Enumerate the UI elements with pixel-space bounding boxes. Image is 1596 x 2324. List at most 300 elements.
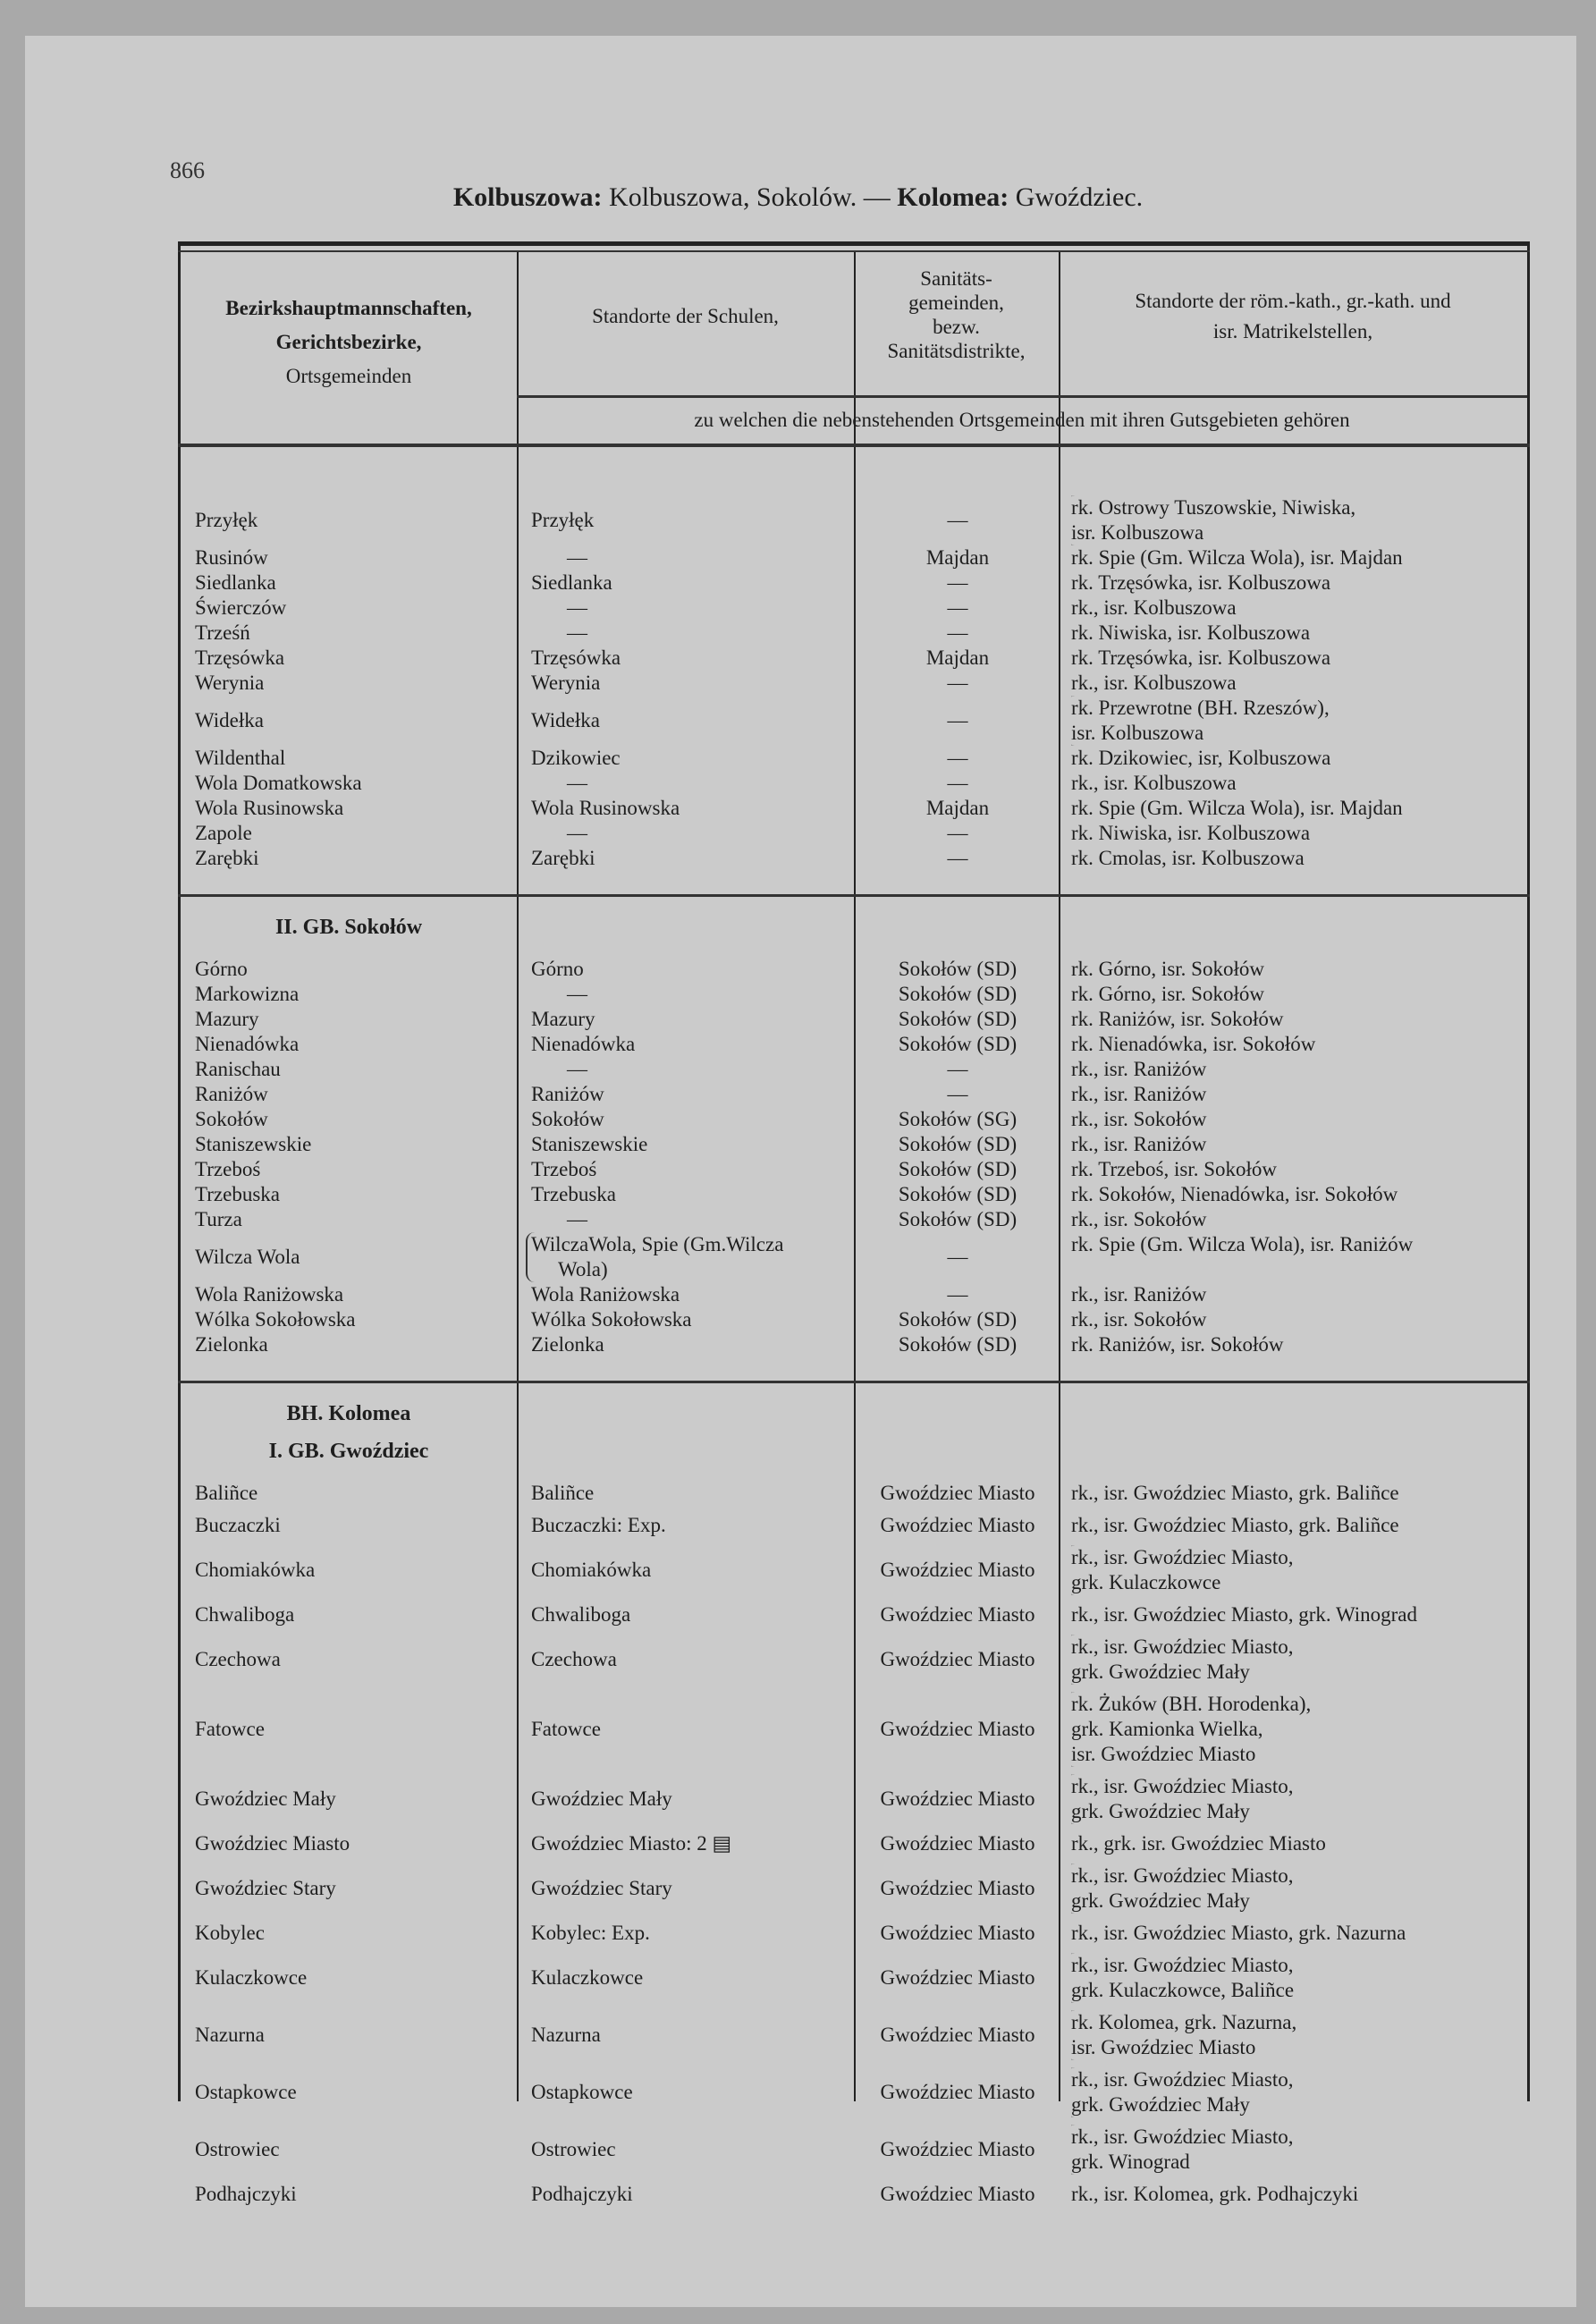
sanitary-district: Sokołów (SD) xyxy=(898,958,1018,980)
school-location xyxy=(531,621,862,646)
municipality-name: Wólka Sokołowska xyxy=(195,1308,356,1331)
register-office xyxy=(1071,621,1525,646)
school-location xyxy=(531,646,862,671)
sanitary-district: Gwoździec Miasto xyxy=(880,1648,1035,1670)
register-line: rk. Nienadówka, isr. Sokołów xyxy=(1071,1033,1316,1055)
table-row xyxy=(181,1481,1527,1506)
register-line: grk. Gwoździec Mały xyxy=(1071,2093,1250,2116)
register-line: rk., isr. Gwoździec Miasto, grk. Baliñce xyxy=(1071,1482,1399,1504)
municipality-name: Widełka xyxy=(195,709,264,731)
header-col3 xyxy=(854,266,1059,363)
header-col3-line: gemeinden, xyxy=(908,292,1004,314)
table-row xyxy=(181,1513,1527,1538)
register-office xyxy=(1071,1953,1525,2003)
register-lines xyxy=(1071,821,1525,846)
table-row xyxy=(181,1953,1527,2003)
register-office xyxy=(1071,1332,1525,1357)
section-heading: II. GB. Sokołów xyxy=(274,916,423,939)
municipality-name: Górno xyxy=(195,958,248,980)
school-location xyxy=(531,982,862,1007)
sanitary-district: Sokołów (SD) xyxy=(898,1333,1018,1356)
school-location xyxy=(531,957,862,982)
header-col3-line: bezw. xyxy=(933,316,980,338)
register-office xyxy=(1071,821,1525,846)
school-line: Górno xyxy=(531,958,584,980)
table-row xyxy=(181,1107,1527,1132)
register-line: rk., isr. Raniżów xyxy=(1071,1058,1207,1080)
municipality-name: Wola Raniżowska xyxy=(195,1283,344,1306)
register-line: rk., isr. Raniżów xyxy=(1071,1083,1207,1105)
register-office xyxy=(1071,1157,1525,1182)
school-line: — xyxy=(567,1058,587,1080)
register-office xyxy=(1071,2010,1525,2060)
register-line: rk., grk. isr. Gwoździec Miasto xyxy=(1071,1832,1326,1855)
school-lines xyxy=(531,1207,587,1232)
register-lines xyxy=(1071,1007,1525,1032)
register-lines xyxy=(1071,796,1525,821)
municipality-name: Zarębki xyxy=(195,847,259,869)
school-line: Siedlanka xyxy=(531,571,612,594)
sanitary-district: Gwoździec Miasto xyxy=(880,1559,1035,1581)
register-lines xyxy=(1071,2010,1525,2060)
school-location xyxy=(531,1232,862,1282)
school-line: Gwoździec Mały xyxy=(531,1787,672,1810)
sanitary-district: — xyxy=(947,596,968,619)
school-lines xyxy=(531,982,587,1007)
sanitary-district: Gwoździec Miasto xyxy=(880,1966,1035,1989)
school-location xyxy=(531,2010,862,2060)
school-location xyxy=(531,821,862,846)
register-line: rk. Dzikowiec, isr, Kolbuszowa xyxy=(1071,747,1331,769)
sanitary-district: Majdan xyxy=(925,797,990,819)
municipality-name: Nazurna xyxy=(195,2024,265,2046)
school-lines xyxy=(531,796,680,821)
school-location xyxy=(531,2125,862,2175)
school-lines xyxy=(531,1513,666,1538)
sanitary-district: Gwoździec Miasto xyxy=(880,1832,1035,1855)
register-line: rk., isr. Gwoździec Miasto, xyxy=(1071,1954,1294,1976)
register-office xyxy=(1071,596,1525,621)
table-row xyxy=(181,1032,1527,1057)
school-lines xyxy=(531,1182,616,1207)
register-lines xyxy=(1071,1207,1525,1232)
table-row xyxy=(181,570,1527,596)
table-row xyxy=(181,1307,1527,1332)
school-lines xyxy=(531,957,584,982)
school-line: Widełka xyxy=(531,709,600,731)
subheader: zu welchen die nebenstehenden Ortsgemeinden mit ihren Gutsgebieten gehören xyxy=(694,409,1350,431)
sanitary-district: Sokołów (SD) xyxy=(898,983,1018,1005)
table-row xyxy=(181,1207,1527,1232)
register-line: rk. Spie (Gm. Wilcza Wola), isr. Majdan xyxy=(1071,546,1403,569)
school-lines xyxy=(531,2023,601,2048)
sanitary-district: Gwoździec Miasto xyxy=(880,1787,1035,1810)
register-lines xyxy=(1071,1921,1525,1946)
municipality-name: Werynia xyxy=(195,672,265,694)
school-line: — xyxy=(567,596,587,619)
school-location xyxy=(531,1082,862,1107)
school-location xyxy=(531,495,862,545)
sanitary-district: Gwoździec Miasto xyxy=(880,1922,1035,1944)
sanitary-district: Gwoździec Miasto xyxy=(880,1718,1035,1740)
register-line: rk., isr. Raniżów xyxy=(1071,1283,1207,1306)
table-row xyxy=(181,1635,1527,1685)
register-line: rk., isr. Kolbuszowa xyxy=(1071,672,1237,694)
school-line: Nazurna xyxy=(531,2024,601,2046)
register-line: isr. Gwoździec Miasto xyxy=(1071,2036,1256,2058)
register-lines xyxy=(1071,1057,1525,1082)
register-lines xyxy=(1071,671,1525,696)
register-lines xyxy=(1071,1307,1525,1332)
school-line: Trzęsówka xyxy=(531,646,621,669)
school-lines xyxy=(531,771,587,796)
table-row xyxy=(181,1692,1527,1767)
register-office xyxy=(1071,696,1525,746)
school-location xyxy=(531,1831,862,1856)
register-lines xyxy=(1071,1032,1525,1057)
register-lines xyxy=(1071,1863,1525,1914)
school-location xyxy=(531,2182,862,2207)
school-lines xyxy=(531,821,587,846)
school-lines xyxy=(531,1965,643,1990)
register-lines xyxy=(1071,495,1525,545)
register-line: rk., isr. Kolbuszowa xyxy=(1071,772,1237,794)
table-row xyxy=(181,646,1527,671)
municipality-name: Raniżów xyxy=(195,1083,268,1105)
register-lines xyxy=(1071,1182,1525,1207)
register-lines xyxy=(1071,570,1525,596)
header-col1-line: Gerichtsbezirke, xyxy=(275,331,422,353)
register-lines xyxy=(1071,2182,1525,2207)
register-line: rk., isr. Gwoździec Miasto, grk. Nazurna xyxy=(1071,1922,1406,1944)
sanitary-district: Sokołów (SG) xyxy=(898,1108,1018,1130)
school-location xyxy=(531,1282,862,1307)
register-line: grk. Gwoździec Mały xyxy=(1071,1800,1250,1822)
school-line: Baliñce xyxy=(531,1482,595,1504)
municipality-name: Wola Rusinowska xyxy=(195,797,344,819)
register-office xyxy=(1071,646,1525,671)
school-location xyxy=(531,1863,862,1914)
register-line: rk. Spie (Gm. Wilcza Wola), isr. Majdan xyxy=(1071,797,1403,819)
sanitary-district: — xyxy=(947,1083,968,1105)
register-line: rk., isr. Raniżów xyxy=(1071,1133,1207,1155)
sanitary-district: Sokołów (SD) xyxy=(898,1033,1018,1055)
register-lines xyxy=(1071,1602,1525,1627)
school-location xyxy=(531,1692,862,1767)
title-district-2: Kolomea: xyxy=(897,182,1009,212)
register-office xyxy=(1071,1481,1525,1506)
register-office xyxy=(1071,1513,1525,1538)
school-lines xyxy=(531,1921,650,1946)
sanitary-district: Gwoździec Miasto xyxy=(880,2081,1035,2103)
header-col4-line: isr. Matrikelstellen, xyxy=(1212,320,1373,342)
register-office xyxy=(1071,1545,1525,1595)
school-lines xyxy=(531,2080,633,2105)
register-office xyxy=(1071,1132,1525,1157)
register-line: grk. Winograd xyxy=(1071,2151,1190,2173)
table-row xyxy=(181,957,1527,982)
register-line: rk. Przewrotne (BH. Rzeszów), xyxy=(1071,697,1330,719)
register-line: grk. Kulaczkowce, Baliñce xyxy=(1071,1979,1295,2001)
school-line: Chomiakówka xyxy=(531,1559,652,1581)
subheader-rule xyxy=(517,395,1527,398)
register-lines xyxy=(1071,696,1525,746)
school-lines xyxy=(531,570,612,596)
table-row xyxy=(181,1132,1527,1157)
school-lines xyxy=(531,1032,635,1057)
table-row xyxy=(181,2125,1527,2175)
register-lines xyxy=(1071,982,1525,1007)
municipality-name: Wola Domatkowska xyxy=(195,772,362,794)
school-location xyxy=(531,1921,862,1946)
table-row xyxy=(181,1602,1527,1627)
register-lines xyxy=(1071,1132,1525,1157)
school-lines xyxy=(531,1876,672,1901)
municipality-name: Baliñce xyxy=(195,1482,258,1504)
table-row xyxy=(181,696,1527,746)
table-row xyxy=(181,1082,1527,1107)
register-line: isr. Kolbuszowa xyxy=(1071,521,1204,544)
register-lines xyxy=(1071,2125,1525,2175)
table-row xyxy=(181,796,1527,821)
school-location xyxy=(531,1007,862,1032)
register-lines xyxy=(1071,1082,1525,1107)
register-office xyxy=(1071,495,1525,545)
sanitary-district: — xyxy=(947,1246,968,1268)
school-lines xyxy=(531,545,587,570)
school-location xyxy=(531,1635,862,1685)
register-line: rk. Niwiska, isr. Kolbuszowa xyxy=(1071,621,1311,644)
table-row xyxy=(181,1332,1527,1357)
register-office xyxy=(1071,1007,1525,1032)
table-row xyxy=(181,2182,1527,2207)
school-lines xyxy=(531,1082,604,1107)
school-location xyxy=(531,545,862,570)
register-line: rk. Górno, isr. Sokołów xyxy=(1071,958,1264,980)
register-line: rk. Ostrowy Tuszowskie, Niwiska, xyxy=(1071,496,1356,519)
register-line: rk., isr. Gwoździec Miasto, xyxy=(1071,1635,1294,1658)
sanitary-district: — xyxy=(947,672,968,694)
register-office xyxy=(1071,1921,1525,1946)
register-office xyxy=(1071,1692,1525,1767)
register-lines xyxy=(1071,1635,1525,1685)
register-office xyxy=(1071,1602,1525,1627)
register-lines xyxy=(1071,1953,1525,2003)
section-rule xyxy=(178,894,1530,897)
municipality-name: Rusinów xyxy=(195,546,268,569)
register-office xyxy=(1071,545,1525,570)
register-line: rk. Raniżów, isr. Sokołów xyxy=(1071,1333,1284,1356)
school-lines xyxy=(526,1232,783,1282)
page-number: 866 xyxy=(170,157,205,183)
school-lines xyxy=(531,2182,633,2207)
register-line: rk. Cmolas, isr. Kolbuszowa xyxy=(1071,847,1305,869)
municipality-name: Staniszewskie xyxy=(195,1133,312,1155)
school-lines xyxy=(531,1481,594,1506)
register-line: rk., isr. Sokołów xyxy=(1071,1308,1207,1331)
school-location xyxy=(531,1545,862,1595)
header-col1-line: Ortsgemeinden xyxy=(285,365,412,387)
table-row xyxy=(181,621,1527,646)
register-line: rk. Trzęsówka, isr. Kolbuszowa xyxy=(1071,571,1331,594)
register-lines xyxy=(1071,621,1525,646)
school-line: — xyxy=(567,822,587,844)
municipality-name: Sokołów xyxy=(195,1108,268,1130)
header-col1 xyxy=(181,292,517,393)
register-office xyxy=(1071,1863,1525,1914)
register-line: rk., isr. Gwoździec Miasto, xyxy=(1071,1775,1294,1797)
register-office xyxy=(1071,1057,1525,1082)
register-lines xyxy=(1071,1232,1525,1257)
table-row xyxy=(181,545,1527,570)
school-line: Staniszewskie xyxy=(531,1133,648,1155)
school-location xyxy=(531,671,862,696)
register-line: rk. Sokołów, Nienadówka, isr. Sokołów xyxy=(1071,1183,1398,1205)
header-col3-line: Sanitäts- xyxy=(920,267,992,290)
municipality-name: Buczaczki xyxy=(195,1514,281,1536)
register-line: rk. Górno, isr. Sokołów xyxy=(1071,983,1264,1005)
header-col1-line: Bezirkshauptmannschaften, xyxy=(225,297,472,319)
register-table xyxy=(178,241,1530,2205)
school-location xyxy=(531,796,862,821)
municipality-name: Chomiakówka xyxy=(195,1559,316,1581)
register-line: isr. Gwoździec Miasto xyxy=(1071,1743,1256,1765)
sanitary-district: Gwoździec Miasto xyxy=(880,2138,1035,2160)
register-office xyxy=(1071,570,1525,596)
school-line: — xyxy=(567,772,587,794)
school-lines xyxy=(531,2137,616,2162)
school-location xyxy=(531,2067,862,2117)
school-location xyxy=(531,1332,862,1357)
school-line: Ostrowiec xyxy=(531,2138,616,2160)
table-row xyxy=(181,2067,1527,2117)
sanitary-district: Majdan xyxy=(925,546,990,569)
sanitary-district: — xyxy=(947,509,968,531)
table-row xyxy=(181,1831,1527,1856)
register-office xyxy=(1071,1635,1525,1685)
sanitary-district: — xyxy=(947,747,968,769)
table-row xyxy=(181,495,1527,545)
register-lines xyxy=(1071,846,1525,871)
school-location xyxy=(531,1513,862,1538)
table-row xyxy=(181,1157,1527,1182)
municipality-name: Turza xyxy=(195,1208,242,1230)
school-lines xyxy=(531,1107,604,1132)
register-office xyxy=(1071,1307,1525,1332)
municipality-name: Trzebuska xyxy=(195,1183,280,1205)
section-heading: I. GB. Gwoździec xyxy=(268,1440,429,1463)
school-lines xyxy=(531,1717,601,1742)
table-row xyxy=(181,821,1527,846)
register-lines xyxy=(1071,771,1525,796)
table-row xyxy=(181,1232,1527,1282)
table-row xyxy=(181,1545,1527,1595)
register-line: rk., isr. Gwoździec Miasto, grk. Winograd xyxy=(1071,1603,1418,1626)
school-line: Wola) xyxy=(558,1258,608,1280)
title-district-1: Kolbuszowa: xyxy=(452,182,603,212)
sanitary-district: Sokołów (SD) xyxy=(898,1133,1018,1155)
register-line: rk., isr. Sokołów xyxy=(1071,1108,1207,1130)
register-office xyxy=(1071,1282,1525,1307)
school-location xyxy=(531,1157,862,1182)
register-office xyxy=(1071,671,1525,696)
register-office xyxy=(1071,846,1525,871)
register-office xyxy=(1071,982,1525,1007)
school-line: Wólka Sokołowska xyxy=(531,1308,692,1331)
municipality-name: Zielonka xyxy=(195,1333,268,1356)
header-col2: Standorte der Schulen, xyxy=(592,305,779,327)
municipality-name: Trzeboś xyxy=(195,1158,261,1180)
school-lines xyxy=(531,621,587,646)
table-row xyxy=(181,596,1527,621)
register-lines xyxy=(1071,1157,1525,1182)
sanitary-district: Majdan xyxy=(925,646,990,669)
header-col4 xyxy=(1059,286,1527,347)
school-location xyxy=(531,1132,862,1157)
register-lines xyxy=(1071,596,1525,621)
school-line: Przyłęk xyxy=(531,509,595,531)
school-location xyxy=(531,1107,862,1132)
municipality-name: Markowizna xyxy=(195,983,300,1005)
school-lines xyxy=(531,1558,651,1583)
sanitary-district: Sokołów (SD) xyxy=(898,1208,1018,1230)
school-line: Trzeboś xyxy=(531,1158,597,1180)
municipality-name: Siedlanka xyxy=(195,571,276,594)
municipality-name: Ostrowiec xyxy=(195,2138,280,2160)
register-office xyxy=(1071,1082,1525,1107)
table-row xyxy=(181,1057,1527,1082)
school-line: Sokołów xyxy=(531,1108,604,1130)
header-col4-line: Standorte der röm.-kath., gr.-kath. und xyxy=(1135,290,1451,312)
municipality-name: Fatowce xyxy=(195,1718,265,1740)
municipality-name: Chwaliboga xyxy=(195,1603,295,1626)
municipality-name: Trześń xyxy=(195,621,250,644)
section-rule xyxy=(178,1381,1530,1383)
school-line: Nienadówka xyxy=(531,1033,636,1055)
register-line: grk. Gwoździec Mały xyxy=(1071,1661,1250,1683)
school-line: — xyxy=(567,1208,587,1230)
school-location xyxy=(531,1953,862,2003)
school-line: Werynia xyxy=(531,672,601,694)
register-office xyxy=(1071,796,1525,821)
school-line: Raniżów xyxy=(531,1083,604,1105)
header-bottom-rule xyxy=(178,444,1530,447)
table-top-rule xyxy=(178,241,1530,246)
table-row xyxy=(181,1007,1527,1032)
table-row xyxy=(181,2010,1527,2060)
school-lines xyxy=(531,1132,647,1157)
register-lines xyxy=(1071,646,1525,671)
register-lines xyxy=(1071,1481,1525,1506)
school-line: WilczaWola, Spie (Gm.Wilcza xyxy=(531,1233,784,1255)
register-line: rk. Spie (Gm. Wilcza Wola), isr. Raniżów xyxy=(1071,1233,1414,1255)
sanitary-district: — xyxy=(947,1283,968,1306)
municipality-name: Trzęsówka xyxy=(195,646,285,669)
municipality-name: Czechowa xyxy=(195,1648,281,1670)
school-location xyxy=(531,1602,862,1627)
register-office xyxy=(1071,1774,1525,1824)
municipality-name: Wilcza Wola xyxy=(195,1246,300,1268)
school-lines xyxy=(531,646,621,671)
register-line: rk. Kolomea, grk. Nazurna, xyxy=(1071,2011,1297,2033)
table-row xyxy=(181,846,1527,871)
register-line: grk. Gwoździec Mały xyxy=(1071,1889,1250,1912)
register-office xyxy=(1071,1232,1525,1257)
school-line: Kobylec: Exp. xyxy=(531,1922,650,1944)
register-line: rk., isr. Kolomea, grk. Podhajczyki xyxy=(1071,2183,1359,2205)
register-line: rk., isr. Gwoździec Miasto, xyxy=(1071,1546,1294,1568)
register-lines xyxy=(1071,1107,1525,1132)
